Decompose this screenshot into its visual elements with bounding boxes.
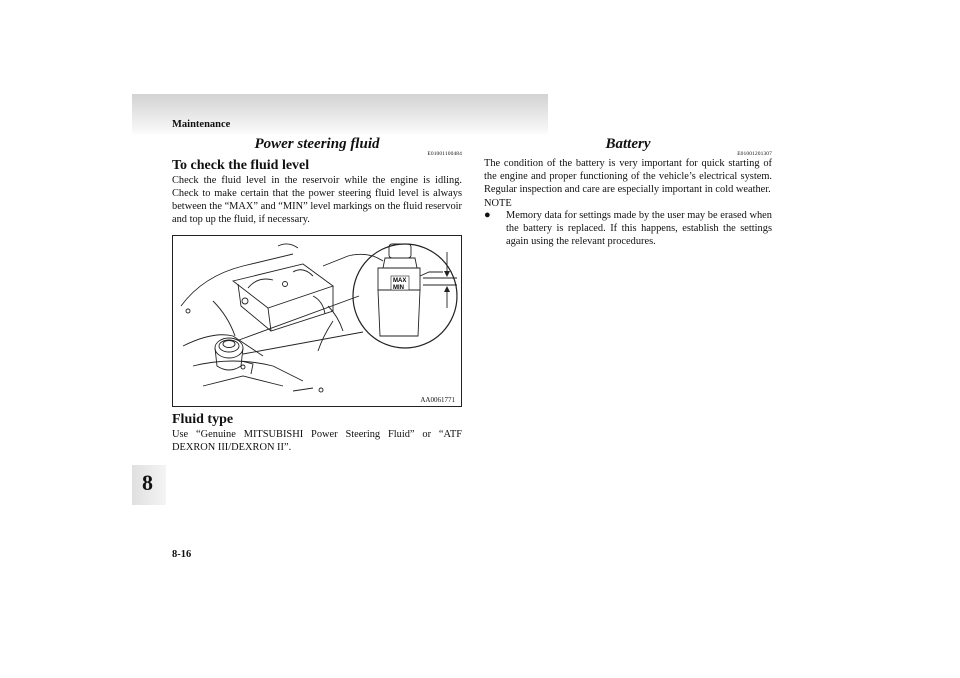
max-marking: MAX (393, 278, 407, 284)
engine-bay-drawing (173, 236, 461, 406)
right-column (484, 134, 772, 248)
battery-ref-code: E01001201307 (737, 151, 772, 157)
note-text: Memory data for settings made by the user may be erased when the battery is replaced. If this happens, establish the settings again using the relevant procedures. (506, 210, 772, 247)
min-marking: MIN (393, 285, 404, 291)
power-steering-title: Power steering fluid (254, 136, 380, 152)
check-fluid-text: Check the fluid level in the reservoir while the engine is idling. Check to make certain that the power steering fluid level is always between the “MAX” and “MIN” level markings on the fluid reservoir and top up the fluid, if necessary. (172, 175, 462, 225)
section-tab (132, 465, 166, 505)
note-item (484, 209, 772, 248)
figure-code: AA0061771 (420, 396, 455, 404)
reservoir-illustration (172, 235, 462, 407)
note-label: NOTE (484, 198, 512, 209)
fluid-type-text: Use “Genuine MITSUBISHI Power Steering Fluid” or “ATF DEXRON III/DEXRON II”. (172, 429, 462, 453)
bullet-icon: ● (484, 209, 491, 221)
page-number: 8-16 (172, 549, 192, 560)
power-steering-ref-code: E01001100484 (427, 151, 462, 157)
battery-title: Battery (605, 136, 651, 152)
left-column (172, 134, 462, 454)
check-fluid-heading: To check the fluid level (172, 158, 310, 173)
battery-intro-text: The condition of the battery is very important for quick starting of the engine and proper functioning of the vehicle’s electrical system. Regular inspection and care are especially important in cold weather. (484, 158, 772, 195)
running-title: Maintenance (172, 119, 231, 130)
fluid-type-heading: Fluid type (172, 412, 234, 427)
section-tab-number: 8 (142, 470, 153, 495)
